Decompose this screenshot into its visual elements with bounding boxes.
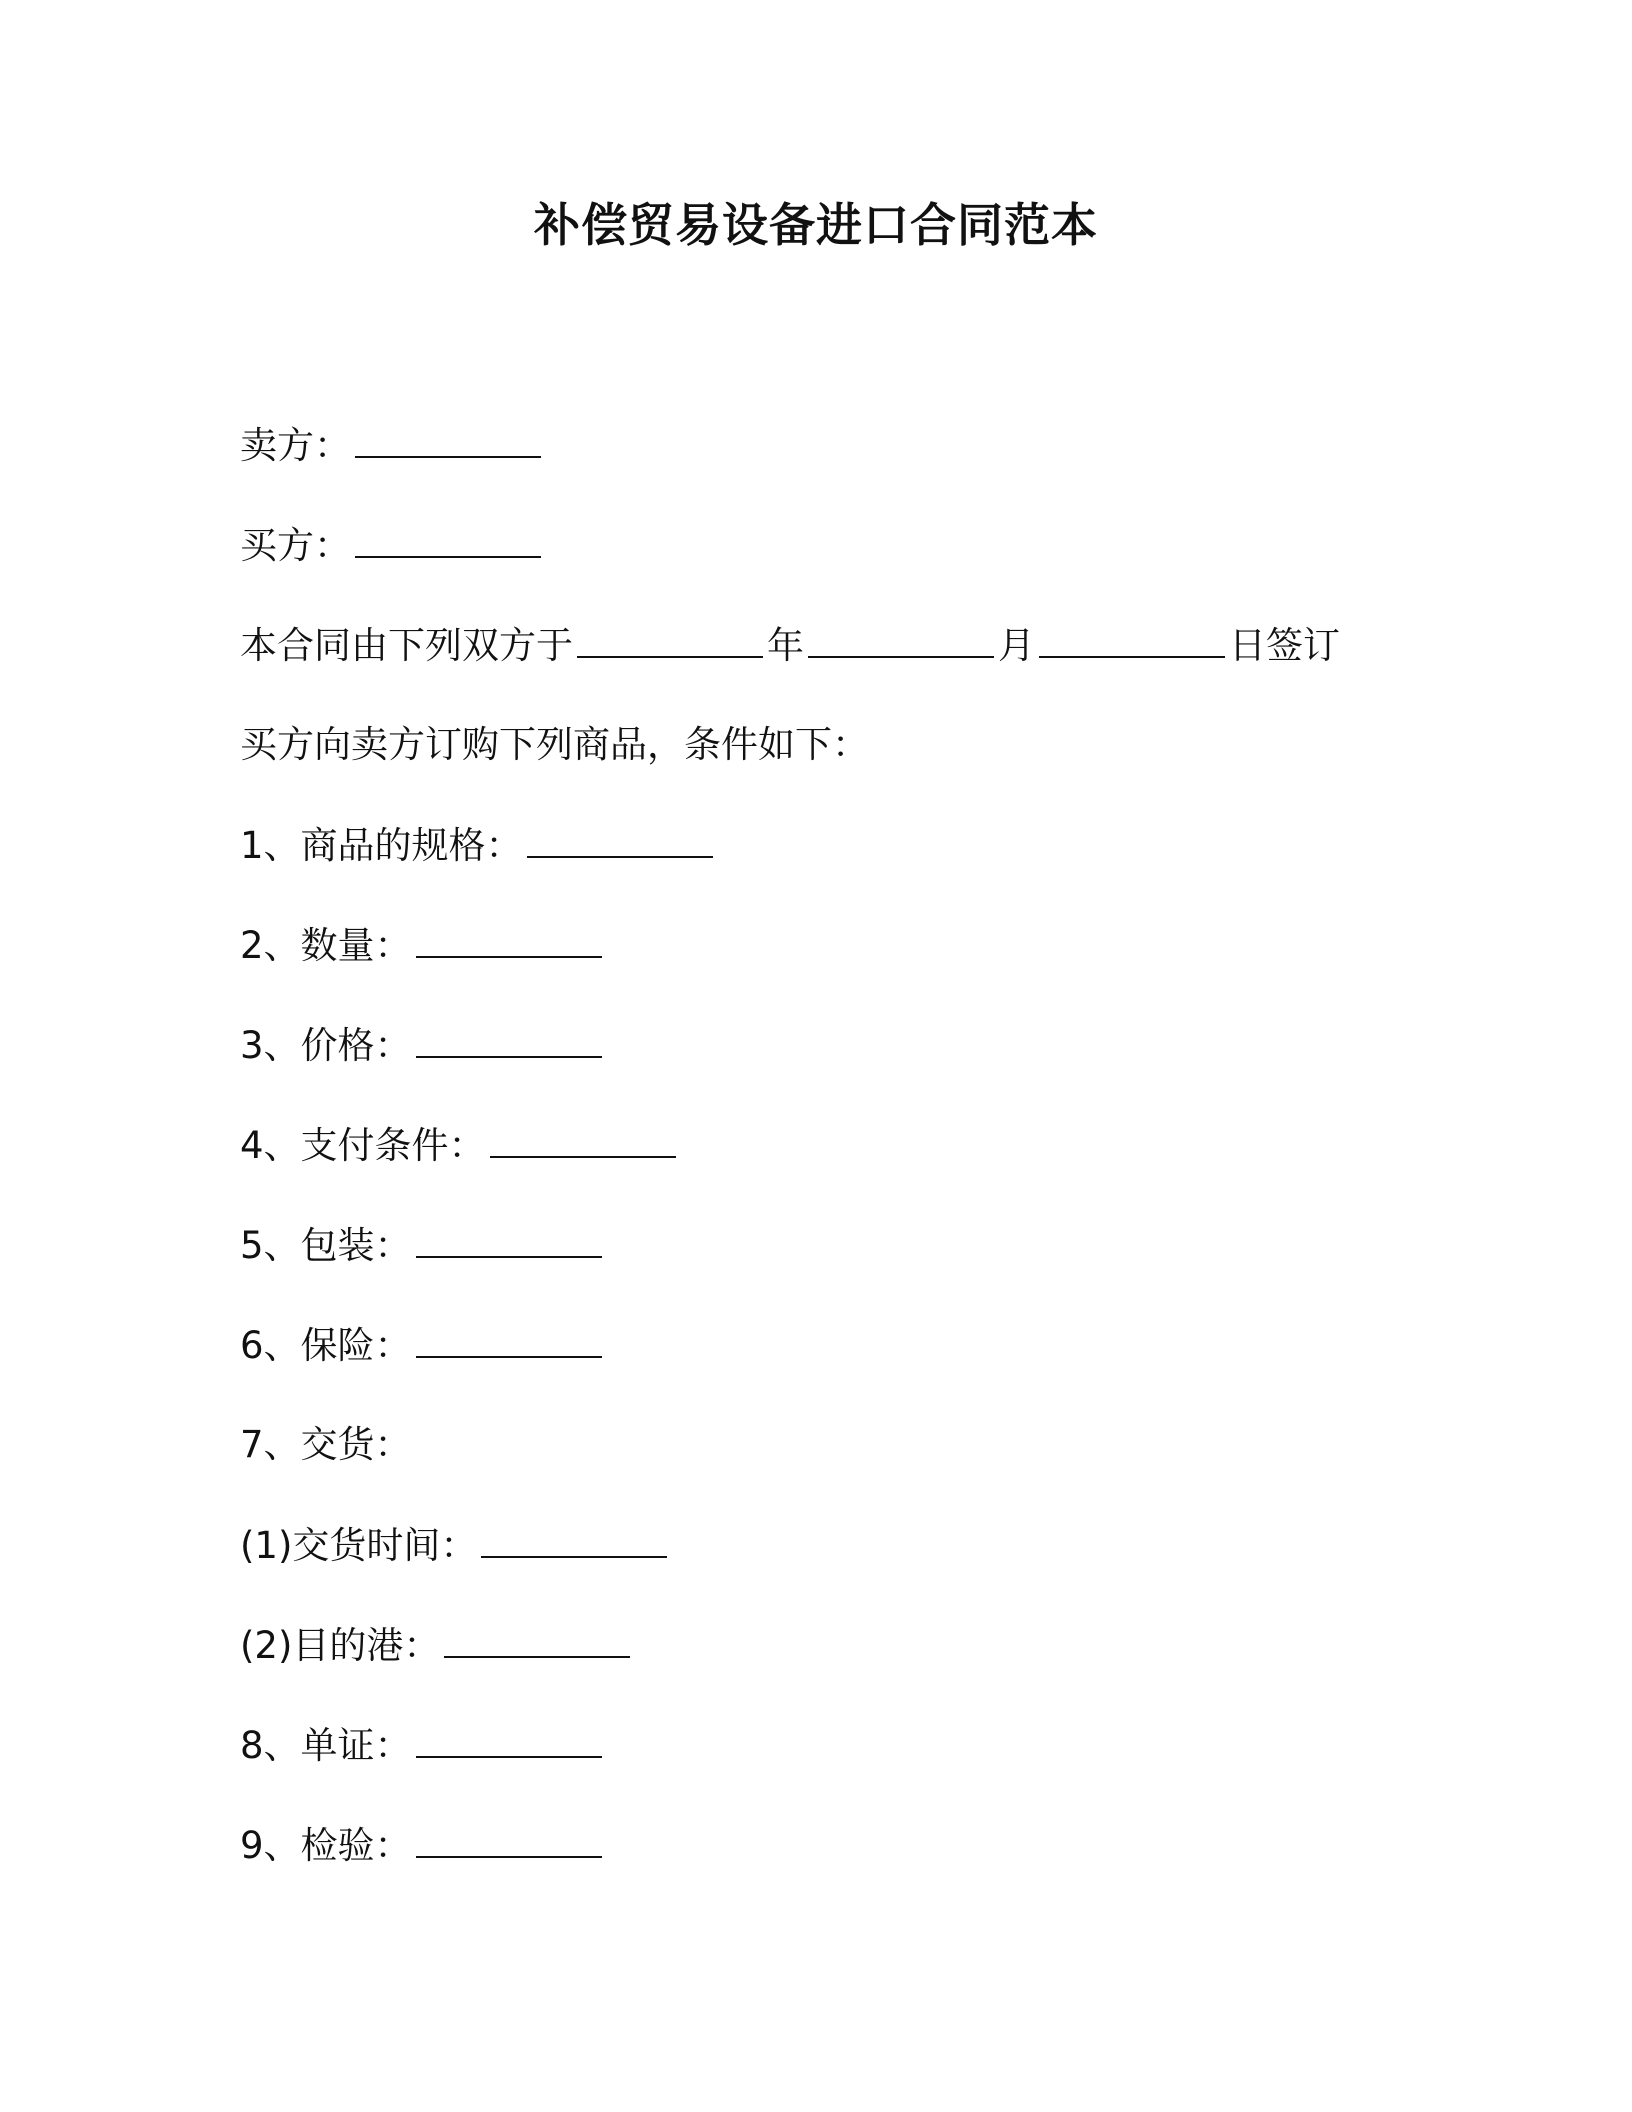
item-price-line: [240, 1020, 1440, 1120]
day-suffix: 日签订: [1229, 624, 1340, 667]
buyer-blank: [355, 520, 541, 558]
buyer-label: 买方：: [240, 524, 351, 567]
item-delivery-time-blank: [481, 1520, 667, 1558]
seller-label: 卖方：: [240, 424, 351, 467]
month-blank: [808, 620, 994, 658]
item-destination-port-line: [240, 1620, 1440, 1720]
item-documents-label: 8、单证：: [240, 1724, 412, 1767]
item-packing-blank: [416, 1220, 602, 1258]
item-payment-blank: [490, 1120, 676, 1158]
signing-prefix: 本合同由下列双方于: [240, 624, 573, 667]
seller-line: [240, 420, 1440, 520]
year-label: 年: [767, 624, 804, 667]
intro-text: 买方向卖方订购下列商品，条件如下：: [240, 723, 869, 766]
item-inspection-label: 9、检验：: [240, 1824, 412, 1867]
item-inspection-blank: [416, 1820, 602, 1858]
item-price-label: 3、价格：: [240, 1024, 412, 1067]
item-price-blank: [416, 1020, 602, 1058]
contract-body: [240, 420, 1440, 1920]
item-delivery-time-label: (1)交货时间：: [240, 1524, 478, 1567]
item-delivery-line: [240, 1420, 1440, 1520]
document-title: 补偿贸易设备进口合同范本: [534, 198, 1098, 252]
item-packing-label: 5、包装：: [240, 1224, 412, 1267]
item-insurance-blank: [416, 1320, 602, 1358]
intro-line: [240, 720, 1440, 820]
item-delivery-label: 7、交货：: [240, 1423, 412, 1466]
signing-date-line: [240, 620, 1440, 720]
seller-blank: [355, 420, 541, 458]
item-insurance-line: [240, 1320, 1440, 1420]
item-quantity-label: 2、数量：: [240, 924, 412, 967]
item-destination-port-label: (2)目的港：: [240, 1624, 441, 1667]
item-spec-line: [240, 820, 1440, 920]
item-payment-line: [240, 1120, 1440, 1220]
item-payment-label: 4、支付条件：: [240, 1124, 486, 1167]
item-inspection-line: [240, 1820, 1440, 1920]
item-documents-line: [240, 1720, 1440, 1820]
item-spec-label: 1、商品的规格：: [240, 824, 523, 867]
item-quantity-line: [240, 920, 1440, 1020]
item-documents-blank: [416, 1720, 602, 1758]
item-destination-port-blank: [444, 1620, 630, 1658]
month-label: 月: [998, 624, 1035, 667]
item-packing-line: [240, 1220, 1440, 1320]
year-blank: [577, 620, 763, 658]
item-insurance-label: 6、保险：: [240, 1324, 412, 1367]
item-quantity-blank: [416, 920, 602, 958]
day-blank: [1039, 620, 1225, 658]
buyer-line: [240, 520, 1440, 620]
item-spec-blank: [527, 820, 713, 858]
item-delivery-time-line: [240, 1520, 1440, 1620]
